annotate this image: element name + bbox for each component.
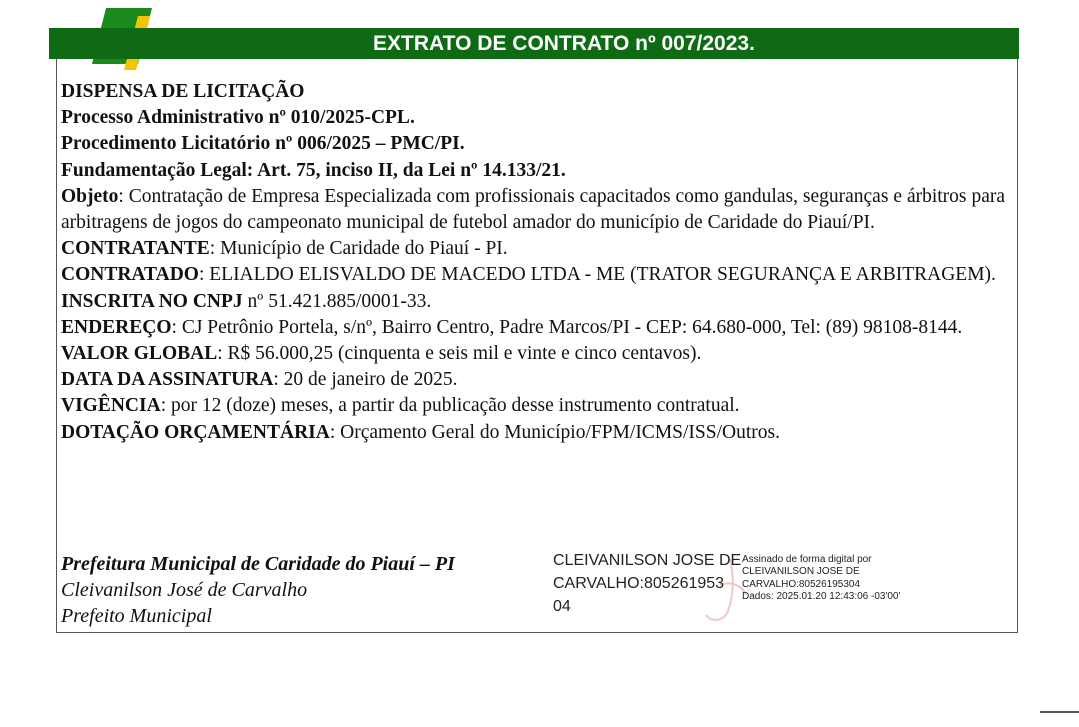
contratado-label: CONTRATADO xyxy=(61,264,199,286)
digital-signature-name xyxy=(553,549,743,618)
valor-label: VALOR GLOBAL xyxy=(61,343,218,365)
valor-value: : R$ 56.000,25 (cinquenta e seis mil e vinte e cinco centavos). xyxy=(217,343,702,365)
digital-line-2: CARVALHO:805261953 xyxy=(553,575,725,592)
endereco-value: : CJ Petrônio Portela, s/nº, Bairro Centro, Padre Marcos/PI - CEP: 64.680-000, Tel: (89) 98108-8144. xyxy=(171,316,963,338)
data-label: DATA DA ASSINATURA xyxy=(61,369,274,391)
dotacao-line xyxy=(61,420,1005,446)
contratado-value: : ELIALDO ELISVALDO DE MACEDO LTDA - ME (TRATOR SEGURANÇA E ARBITRAGEM). xyxy=(198,264,996,286)
digital-line-3: 04 xyxy=(553,598,571,615)
contratante-value: : Município de Caridade do Piauí - PI. xyxy=(209,238,508,260)
page-title: EXTRATO DE CONTRATO nº 007/2023. xyxy=(373,31,755,55)
contratado-paragraph xyxy=(61,262,1005,288)
processo-line: Processo Administrativo nº 010/2025-CPL. xyxy=(61,107,415,129)
vigencia-value: : por 12 (doze) meses, a partir da publicação desse instrumento contratual. xyxy=(160,395,740,417)
note-line-3: CARVALHO:80526195304 xyxy=(742,578,861,590)
dotacao-label: DOTAÇÃO ORÇAMENTÁRIA xyxy=(61,421,330,443)
vigencia-label: VIGÊNCIA xyxy=(61,395,161,417)
contratante-label: CONTRATANTE xyxy=(61,238,210,260)
signatory-block xyxy=(61,551,541,629)
note-line-4: Dados: 2025.01.20 12:43:06 -03'00' xyxy=(742,591,901,603)
prefeitura-name: Prefeitura Municipal de Caridade do Piauí – PI xyxy=(61,553,455,575)
signatory-role: Prefeito Municipal xyxy=(61,605,212,627)
note-line-2: CLEIVANILSON JOSE DE xyxy=(742,566,860,578)
signatory-name: Cleivanilson José de Carvalho xyxy=(61,579,308,601)
divider xyxy=(1040,711,1079,713)
endereco-paragraph xyxy=(61,315,1005,341)
dispensa-line: DISPENSA DE LICITAÇÃO xyxy=(61,81,305,102)
note-line-1: Assinado de forma digital por xyxy=(742,554,872,565)
objeto-paragraph xyxy=(61,184,1005,236)
cnpj-value: nº 51.421.885/0001-33. xyxy=(242,290,432,312)
valor-line xyxy=(61,341,1005,367)
procedimento-line: Procedimento Licitatório nº 006/2025 – PMC/PI. xyxy=(61,133,465,155)
dotacao-value: : Orçamento Geral do Município/FPM/ICMS/ISS/Outros. xyxy=(329,421,780,443)
header-bar xyxy=(49,28,1019,59)
cnpj-label: INSCRITA NO CNPJ xyxy=(61,290,243,312)
cnpj-line xyxy=(61,289,1005,315)
data-assinatura-line xyxy=(61,367,1005,393)
digital-signature-note xyxy=(742,554,972,604)
fundamentacao-line: Fundamentação Legal: Art. 75, inciso II, da Lei nº 14.133/21. xyxy=(61,159,566,181)
data-value: : 20 de janeiro de 2025. xyxy=(273,369,458,391)
contratante-line xyxy=(61,236,1005,262)
vigencia-line xyxy=(61,393,1005,419)
objeto-label: Objeto xyxy=(61,185,119,207)
extract-content xyxy=(61,79,1005,446)
objeto-value: : Contratação de Empresa Especializada com profissionais capacitados como gandulas, seguranças e árbitros para arbitragens de jogos do campeonato municipal de futebol amador do município de Caridade do Piauí/PI. xyxy=(61,185,1005,234)
endereco-label: ENDEREÇO xyxy=(61,316,172,338)
digital-line-1: CLEIVANILSON JOSE DE xyxy=(553,552,742,569)
